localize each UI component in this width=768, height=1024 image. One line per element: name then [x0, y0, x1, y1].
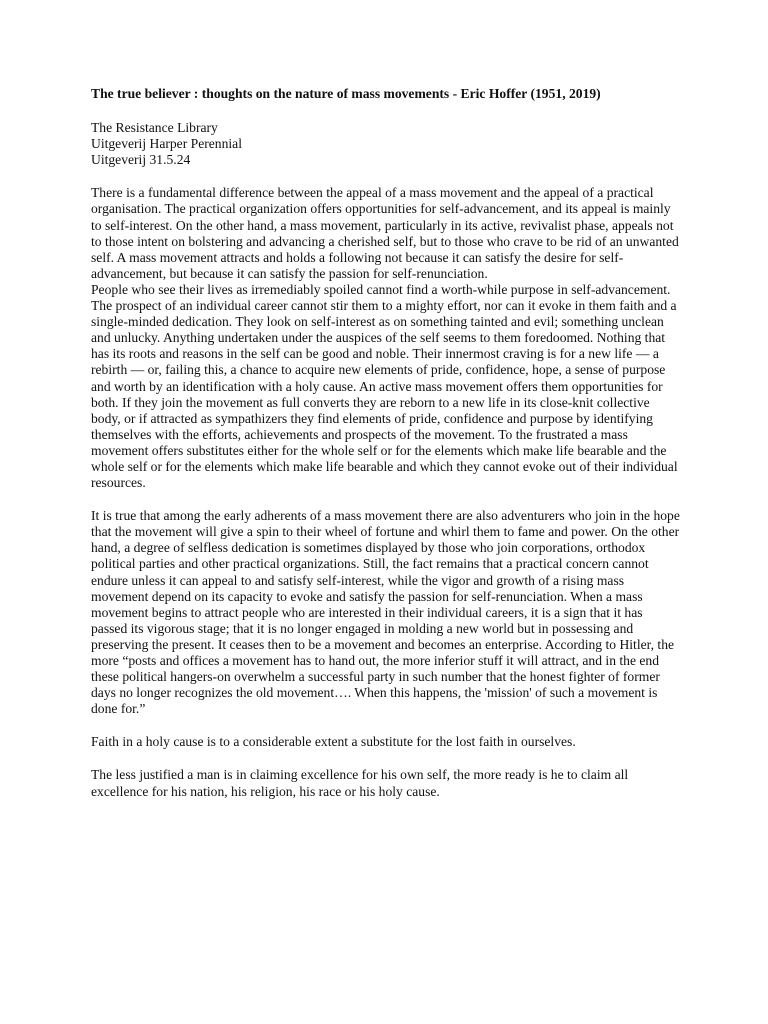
paragraph-5: The less justified a man is in claiming excellence for his own self, the more ready is he to claim all excellence for his nation, his religion, his race or his holy cause. [91, 767, 629, 799]
document-page [91, 86, 681, 800]
publication-date: Uitgeverij 31.5.24 [91, 152, 191, 168]
publisher-name: Uitgeverij Harper Perennial [91, 136, 242, 152]
library-name: The Resistance Library [91, 120, 218, 136]
paragraph-3: It is true that among the early adherents of a mass movement there are also adventurers who join in the hope that the movement will give a spin to their wheel of fortune and whirl them to fame and power. On the other hand, a degree of selfless dedication is sometimes displayed by those who join corporations, orthodox political parties and other practical organizations. Still, the fact remains that a practical concern cannot endure unless it can appeal to and satisfy self-interest, while the vigor and growth of a rising mass movement depend on its capacity to evoke and satisfy the passion for self-renunciation. When a mass movement begins to attract people who are interested in their individual careers, it is a sign that it has passed its vigorous stage; that it is no longer engaged in molding a new world but in possessing and preserving the present. It ceases then to be a movement and becomes an enterprise. According to Hitler, the more “posts and offices a movement has to hand out, the more inferior stuff it will attract, and in the end these political hangers-on overwhelm a successful party in such number that the honest fighter of former days no longer recognizes the old movement…. When this happens, the 'mission' of such a movement is done for.” [91, 508, 680, 717]
document-title: The true believer : thoughts on the nature of mass movements - Eric Hoffer (1951, 2019) [91, 86, 601, 101]
paragraph-1: There is a fundamental difference between the appeal of a mass movement and the appeal of a practical organisation. The practical organization offers opportunities for self-advancement, and its appeal is mainly to self-interest. On the other hand, a mass movement, particularly in its active, revivalist phase, appeals not to those intent on bolstering and advancing a cherished self, but to those who crave to be rid of an unwanted self. A mass movement attracts and holds a following not because it can satisfy the desire for self-advancement, but because it can satisfy the passion for self-renunciation. [91, 185, 679, 281]
publication-info [91, 120, 681, 168]
paragraph-4: Faith in a holy cause is to a considerable extent a substitute for the lost faith in ourselves. [91, 734, 576, 750]
paragraph-2: People who see their lives as irremediably spoiled cannot find a worth-while purpose in self-advancement. The prospect of an individual career cannot stir them to a mighty effort, nor can it evoke in them faith and a single-minded dedication. They look on self-interest as on something tainted and evil; something unclean and unlucky. Anything undertaken under the auspices of the self seems to them foredoomed. Nothing that has its roots and reasons in the self can be good and noble. Their innermost craving is for a new life — a rebirth — or, failing this, a chance to acquire new elements of pride, confidence, hope, a sense of purpose and worth by an identification with a holy cause. An active mass movement offers them opportunities for both. If they join the movement as full converts they are reborn to a new life in its close-knit collective body, or if attracted as sympathizers they find elements of pride, confidence and purpose by identifying themselves with the efforts, achievements and prospects of the movement. To the frustrated a mass movement offers substitutes either for the whole self or for the elements which make life bearable and the whole self or for the elements which make life bearable and which they cannot evoke out of their individual resources. [91, 281, 678, 491]
